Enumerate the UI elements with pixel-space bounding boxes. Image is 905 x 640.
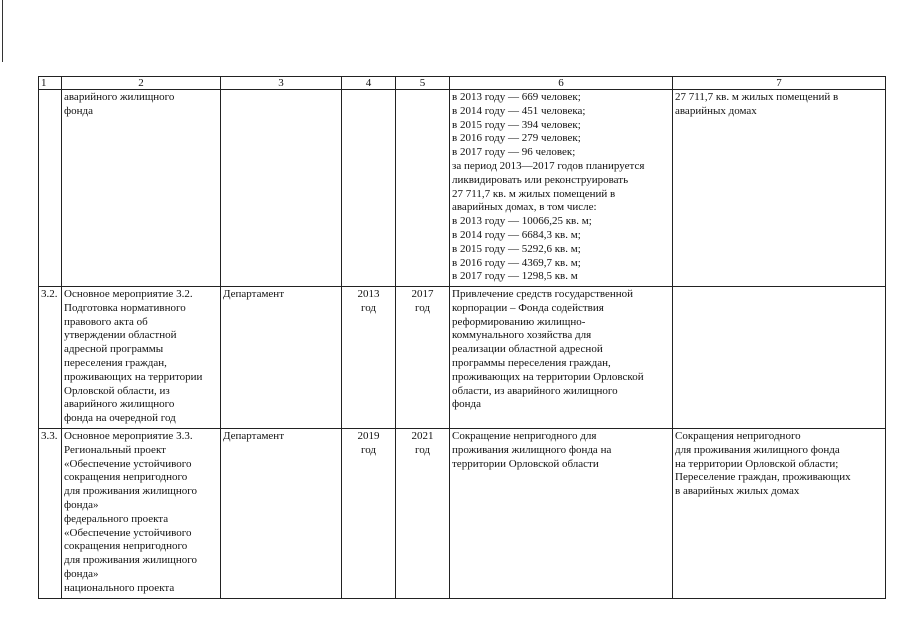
row-number xyxy=(39,90,62,287)
executor: Департамент xyxy=(221,429,342,599)
text-line: «Обеспечение устойчивого xyxy=(64,526,192,539)
text-line: национального проекта xyxy=(64,581,175,594)
program-activities-table xyxy=(38,76,886,599)
executor: Департамент xyxy=(221,287,342,429)
activity-name xyxy=(62,287,221,429)
text-line: программы переселения граждан, xyxy=(452,356,611,369)
text-line: переселения граждан, xyxy=(64,356,167,369)
activity-name xyxy=(62,90,221,287)
text-line: для проживания жилищного xyxy=(64,554,197,567)
header-row xyxy=(39,77,886,90)
end-year xyxy=(396,90,450,287)
text-line: ликвидировать или реконструировать xyxy=(452,173,629,186)
text-line: утверждении областной xyxy=(64,329,177,342)
text-line: фонда» xyxy=(64,567,99,580)
text-line: в аварийных жилых домах xyxy=(675,485,800,498)
header-col-3: 3 xyxy=(221,77,342,90)
row-number: 3.3. xyxy=(39,429,62,599)
text-line: в 2016 году — 4369,7 кв. м; xyxy=(452,256,581,269)
text-line: 27 711,7 кв. м жилых помещений в xyxy=(452,187,616,200)
text-line: Основное мероприятие 3.2. xyxy=(64,288,193,300)
text-line: 27 711,7 кв. м жилых помещений в xyxy=(675,91,839,103)
header-col-4: 4 xyxy=(342,77,396,90)
header-col-6: 6 xyxy=(450,77,673,90)
text-line: фонда» xyxy=(64,498,99,511)
end-year xyxy=(396,429,450,599)
text-line: реализации областной адресной xyxy=(452,343,603,356)
text-line: проживающих на территории xyxy=(64,370,203,383)
start-year-value: 2013 xyxy=(357,288,380,300)
text-line: адресной программы xyxy=(64,343,164,356)
expected-result xyxy=(450,429,673,599)
target-indicator xyxy=(673,90,886,287)
executor xyxy=(221,90,342,287)
text-line: в 2017 году — 1298,5 кв. м xyxy=(452,270,578,283)
start-year xyxy=(342,429,396,599)
table-row xyxy=(39,90,886,287)
end-year-unit: год xyxy=(414,443,431,456)
target-indicator xyxy=(673,287,886,429)
end-year-unit: год xyxy=(414,301,431,314)
text-line: на территории Орловской области; xyxy=(675,457,839,470)
text-line: за период 2013—2017 годов планируется xyxy=(452,159,645,172)
text-line: аварийного жилищного xyxy=(64,91,175,103)
text-line: Сокращения непригодного xyxy=(675,430,801,442)
text-line: корпорации – Фонда содействия xyxy=(452,301,604,314)
header-col-2: 2 xyxy=(62,77,221,90)
text-line: в 2016 году — 279 человек; xyxy=(452,132,581,145)
expected-result xyxy=(450,90,673,287)
text-line: сокращения непригодного xyxy=(64,540,188,553)
text-line: проживающих на территории Орловской xyxy=(452,370,644,383)
text-line: в 2015 году — 394 человек; xyxy=(452,118,581,131)
text-line: Региональный проект xyxy=(64,443,166,456)
text-line: Орловской области, из xyxy=(64,384,170,397)
header-col-5: 5 xyxy=(396,77,450,90)
expected-result xyxy=(450,287,673,429)
text-line: в 2015 году — 5292,6 кв. м; xyxy=(452,242,581,255)
text-line: области, из аварийного жилищного xyxy=(452,384,618,397)
header-col-7: 7 xyxy=(673,77,886,90)
text-line: коммунального хозяйства для xyxy=(452,329,592,342)
end-year-value: 2021 xyxy=(411,430,434,442)
text-line: проживания жилищного фонда на xyxy=(452,443,612,456)
text-line: «Обеспечение устойчивого xyxy=(64,457,192,470)
text-line: для проживания жилищного xyxy=(64,485,197,498)
text-line: Подготовка нормативного xyxy=(64,301,186,314)
page-edge-line xyxy=(2,0,3,62)
start-year-unit: год xyxy=(360,301,377,314)
text-line: фонда xyxy=(64,104,93,117)
text-line: аварийного жилищного xyxy=(64,398,175,411)
text-line: правового акта об xyxy=(64,315,148,328)
text-line: аварийных домах, в том числе: xyxy=(452,201,597,214)
table-row xyxy=(39,429,886,599)
end-year-value: 2017 xyxy=(411,288,434,300)
text-line: Основное мероприятие 3.3. xyxy=(64,430,193,442)
text-line: в 2014 году — 451 человека; xyxy=(452,104,586,117)
start-year-unit: год xyxy=(360,443,377,456)
text-line: в 2013 году — 669 человек; xyxy=(452,91,581,103)
text-line: в 2014 году — 6684,3 кв. м; xyxy=(452,228,581,241)
text-line: сокращения непригодного xyxy=(64,471,188,484)
text-line: Привлечение средств государственной xyxy=(452,288,634,300)
end-year xyxy=(396,287,450,429)
text-line: аварийных домах xyxy=(675,104,757,117)
text-line: фонда на очередной год xyxy=(64,412,176,425)
activity-name xyxy=(62,429,221,599)
row-number: 3.2. xyxy=(39,287,62,429)
table-row xyxy=(39,287,886,429)
text-line: реформированию жилищно- xyxy=(452,315,586,328)
text-line: Сокращение непригодного для xyxy=(452,430,597,442)
target-indicator xyxy=(673,429,886,599)
text-line: Переселение граждан, проживающих xyxy=(675,471,851,484)
start-year xyxy=(342,287,396,429)
start-year-value: 2019 xyxy=(357,430,380,442)
start-year xyxy=(342,90,396,287)
text-line: в 2013 году — 10066,25 кв. м; xyxy=(452,215,592,228)
text-line: в 2017 году — 96 человек; xyxy=(452,146,576,159)
text-line: для проживания жилищного фонда xyxy=(675,443,840,456)
header-col-1: 1 xyxy=(39,77,62,90)
text-line: федерального проекта xyxy=(64,512,169,525)
text-line: территории Орловской области xyxy=(452,457,599,470)
text-line: фонда xyxy=(452,398,481,411)
